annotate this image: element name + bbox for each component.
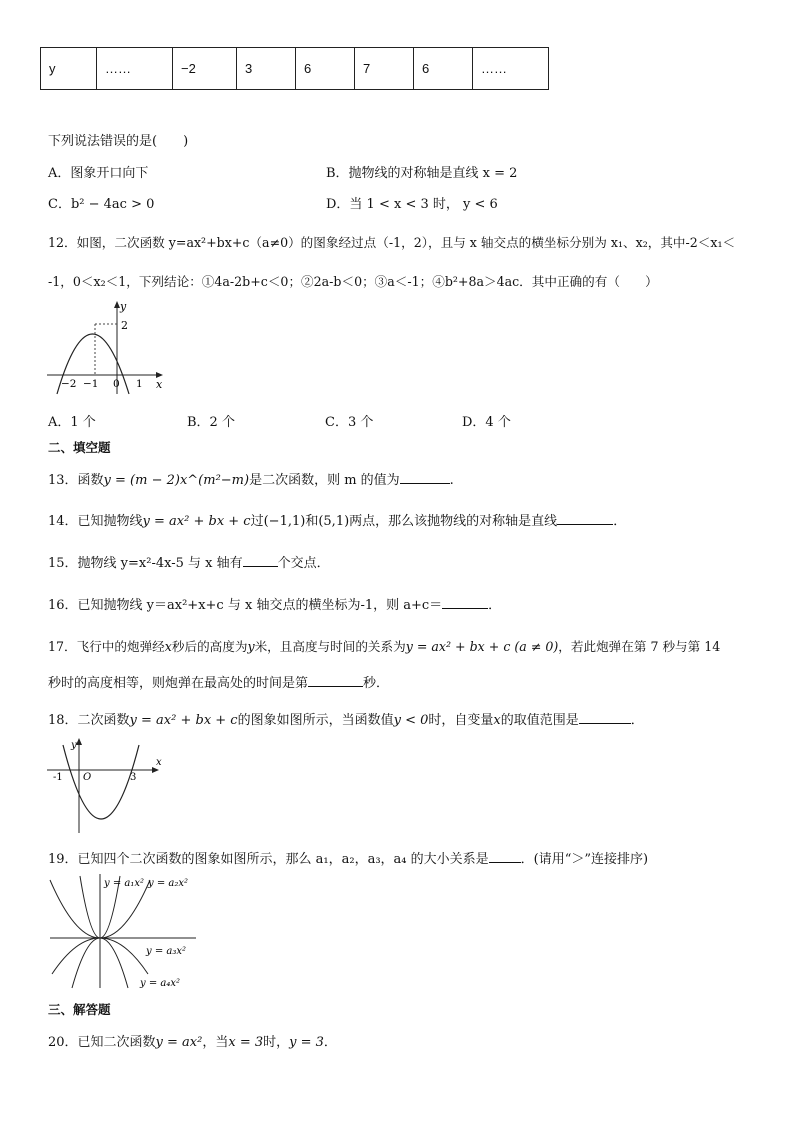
table-row	[41, 48, 549, 90]
q20-text: ．	[323, 1035, 337, 1050]
q13-text: 13．函数	[48, 473, 104, 488]
q18-var: x	[493, 713, 501, 728]
q20-value: y = 3	[289, 1035, 324, 1050]
q18-text: 时，自变量	[428, 713, 494, 728]
q14-text: 14．已知抛物线	[48, 514, 143, 529]
curve-label: y = a₂x²	[148, 878, 189, 889]
graph-x-label: x	[156, 757, 162, 768]
graph-tick-label: -1	[53, 772, 63, 783]
q20-formula: y = ax²	[155, 1035, 203, 1050]
table-cell: 7	[355, 48, 414, 90]
q12-option-b: B．2 个	[187, 415, 235, 430]
q17-text: 17．飞行中的炮弹经	[48, 639, 165, 654]
answer-blank	[308, 674, 363, 687]
q13-formula: y = (m − 2)x^(m²−m)	[103, 473, 250, 488]
q14-point: (5,1)	[318, 514, 350, 529]
answer-blank	[243, 554, 278, 567]
q15	[48, 552, 330, 571]
q12-line2: -1，0＜x₂＜1，下列结论：①4a-2b+c＜0；②2a-b＜0；③a＜-1；④b²+8a＞4ac．其中正确的有（ ）	[48, 274, 658, 289]
q14-text: 和	[305, 514, 319, 529]
q14-point: (−1,1)	[263, 514, 306, 529]
q12-parabola-graph	[45, 298, 170, 396]
table-row-label: y	[41, 48, 97, 90]
q15-text: 15．抛物线 y=x²-4x-5 与 x 轴有	[48, 556, 243, 571]
q20-text: ，当	[202, 1035, 229, 1050]
q13: 13．函数y = (m − 2)x^(m²−m)是二次函数，则 m 的值为 .	[48, 473, 454, 488]
q17-var: x	[164, 639, 172, 654]
curve-label: y = a₄x²	[140, 978, 181, 989]
q11-option-d: D．当 1 < x < 3 时， y < 6	[326, 197, 498, 212]
table-cell: ……	[473, 48, 549, 90]
graph-x-label: x	[156, 378, 163, 391]
q14: 14．已知抛物线y = ax² + bx + c过(−1,1)和(5,1)两点，那么该抛物线的对称轴是直线 ．	[48, 514, 627, 529]
q11-option-a: A．图象开口向下	[48, 166, 149, 181]
answer-blank	[442, 596, 488, 609]
answer-blank	[489, 850, 521, 863]
q18-parabola-graph	[45, 735, 165, 835]
q16-text: 16．已知抛物线 y＝ax²+x+c 与 x 轴交点的横坐标为-1，则 a+c＝	[48, 598, 443, 613]
q18-condition: y < 0	[393, 713, 429, 728]
q17-line2	[48, 672, 389, 691]
section-heading: 二、填空题	[48, 441, 111, 455]
q12-option-d: D．4 个	[462, 415, 511, 430]
answer-blank	[557, 512, 613, 525]
table-cell: 6	[414, 48, 473, 90]
q12-option-a: A．1 个	[48, 415, 96, 430]
q14-formula: y = ax² + bx + c	[142, 514, 251, 529]
q18-text: 的取值范围是	[500, 713, 579, 728]
table-cell: 3	[237, 48, 296, 90]
q14-text: 两点，那么该抛物线的对称轴是直线	[349, 514, 558, 529]
curve-label: y = a₃x²	[146, 946, 187, 957]
q19-parabolas-graph	[48, 872, 198, 990]
q18-formula: y = ax² + bx + c	[129, 713, 238, 728]
q18: 18．二次函数y = ax² + bx + c的图象如图所示，当函数值y < 0时，自变量x的取值范围是 ．	[48, 713, 644, 728]
graph-tick-label: −2	[61, 378, 77, 390]
answer-blank	[400, 471, 450, 484]
graph-y-label: y	[71, 740, 77, 751]
table-cell: ……	[97, 48, 173, 90]
graph-tick-label: 1	[136, 378, 143, 390]
q20-condition: x = 3	[228, 1035, 264, 1050]
q19	[48, 848, 648, 867]
q17-line1	[48, 636, 720, 655]
q20-text: 20．已知二次函数	[48, 1035, 156, 1050]
curve-label: y = a₁x²	[104, 878, 145, 889]
q12-option-c: C．3 个	[325, 415, 374, 430]
q17-formula: y = ax² + bx + c (a ≠ 0)	[405, 639, 559, 654]
q14-text: 过	[250, 514, 264, 529]
q19-text: ．(请用“＞”连接排序)	[520, 852, 649, 867]
graph-y-label: y	[120, 300, 127, 313]
q15-text: 个交点．	[277, 556, 330, 571]
answer-blank	[579, 711, 631, 724]
q11-option-b: B．抛物线的对称轴是直线 x = 2	[326, 166, 518, 181]
q17-var: y	[247, 639, 255, 654]
graph-origin-label: O	[83, 772, 92, 783]
q11-option-c: C．b² − 4ac > 0	[48, 197, 155, 212]
q11-stem: 下列说法错误的是( )	[48, 134, 189, 149]
q20-text: 时，	[263, 1035, 290, 1050]
graph-tick-label: 0	[113, 378, 120, 390]
q16: 16．已知抛物线 y＝ax²+x+c 与 x 轴交点的横坐标为-1，则 a+c＝ ．	[48, 598, 502, 613]
q17-text: 米，且高度与时间的关系为	[254, 639, 406, 654]
q18-text: 18．二次函数	[48, 713, 130, 728]
graph-tick-label: 2	[121, 319, 128, 332]
q12-line1: 12．如图，二次函数 y=ax²+bx+c（a≠0）的图象经过点（-1，2），且与 x 轴交点的横坐标分别为 x₁、x₂，其中-2＜x₁＜	[48, 235, 736, 250]
q18-text: 的图象如图所示，当函数值	[237, 713, 394, 728]
q17-text: 秒．	[363, 676, 390, 691]
table-cell: 6	[296, 48, 355, 90]
graph-tick-label: 3	[130, 772, 137, 783]
table-cell: −2	[173, 48, 237, 90]
q20	[48, 1031, 337, 1050]
section-heading: 三、解答题	[48, 1003, 111, 1017]
q17-text: ，若此炮弹在第 7 秒与第 14	[558, 639, 721, 654]
q13-text: 是二次函数，则 m 的值为	[249, 473, 400, 488]
graph-tick-label: −1	[83, 378, 99, 390]
value-table	[40, 47, 549, 90]
q17-text: 秒时的高度相等，则炮弹在最高处的时间是第	[48, 676, 309, 691]
q19-text: 19．已知四个二次函数的图象如图所示，那么 a₁，a₂，a₃，a₄ 的大小关系是	[48, 852, 489, 867]
q17-text: 秒后的高度为	[171, 639, 248, 654]
